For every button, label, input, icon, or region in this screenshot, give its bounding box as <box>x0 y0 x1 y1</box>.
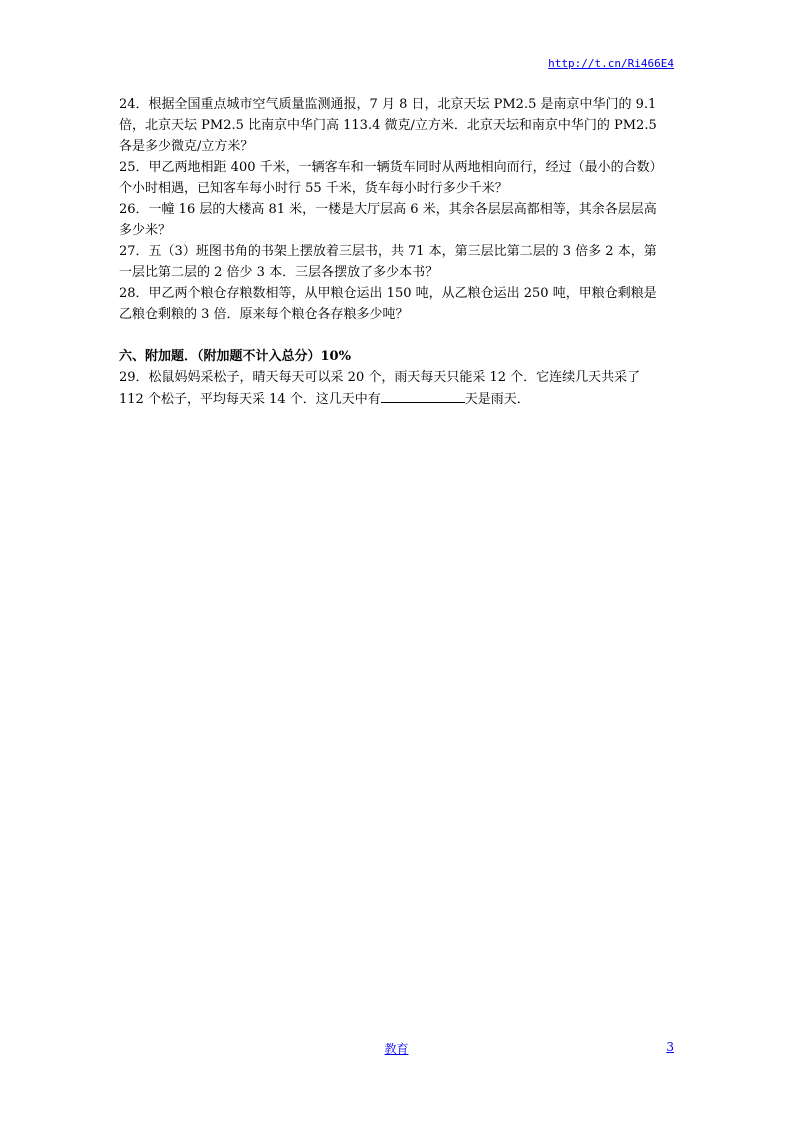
section-6-title: 六、附加题．（附加题不计入总分）10% <box>119 349 351 364</box>
question-24 <box>119 94 679 157</box>
question-29-line-1: 29．松鼠妈妈采松子，晴天每天可以采 20 个，雨天每天只能采 12 个．它连续几天共采了 <box>119 370 641 385</box>
question-27-line-2: 一层比第二层的 2 倍少 3 本．三层各摆放了多少本书？ <box>119 265 439 280</box>
question-26-line-1: 26．一幢 16 层的大楼高 81 米，一楼是大厅层高 6 米，其余各层层高都相等，其余各层层高 <box>119 202 657 217</box>
question-25 <box>119 157 679 199</box>
question-24-line-2: 倍，北京天坛 PM2.5 比南京中华门高 113.4 微克/立方米．北京天坛和南京中华门的 PM2.5 <box>119 118 657 133</box>
question-28-line-1: 28．甲乙两个粮仓存粮数相等，从甲粮仓运出 150 吨，从乙粮仓运出 250 吨，甲粮仓剩粮是 <box>119 286 657 301</box>
answer-blank[interactable] <box>381 388 465 403</box>
page-number[interactable]: 3 <box>666 1040 674 1054</box>
question-26-line-2: 多少米？ <box>119 223 172 238</box>
question-29-line-2-after: 天是雨天． <box>464 392 530 407</box>
header-source-link[interactable]: http://t.cn/Ri466E4 <box>548 57 674 70</box>
question-24-line-3: 各是多少微克/立方米？ <box>119 139 254 154</box>
question-28-line-2: 乙粮仓剩粮的 3 倍．原来每个粮仓各存粮多少吨？ <box>119 307 409 322</box>
question-29-line-2-before: 112 个松子，平均每天采 14 个．这几天中有 <box>119 392 381 407</box>
question-28 <box>119 283 679 325</box>
question-24-line-1: 24．根据全国重点城市空气质量监测通报，7 月 8 日，北京天坛 PM2.5 是南京中华门的 9.1 <box>119 97 657 112</box>
document-body <box>119 94 679 410</box>
footer-center <box>0 1040 793 1057</box>
question-27-line-1: 27．五（3）班图书角的书架上摆放着三层书，共 71 本，第三层比第二层的 3 倍多 2 本，第 <box>119 244 657 259</box>
question-25-line-1: 25．甲乙两地相距 400 千米，一辆客车和一辆货车同时从两地相向而行，经过（最小的合数） <box>119 160 663 175</box>
footer-center-link[interactable]: 教育 <box>384 1042 409 1056</box>
question-29-line-2 <box>119 388 679 410</box>
question-27 <box>119 241 679 283</box>
question-26 <box>119 199 679 241</box>
question-29 <box>119 367 679 410</box>
question-25-line-2: 个小时相遇，已知客车每小时行 55 千米，货车每小时行多少千米？ <box>119 181 508 196</box>
